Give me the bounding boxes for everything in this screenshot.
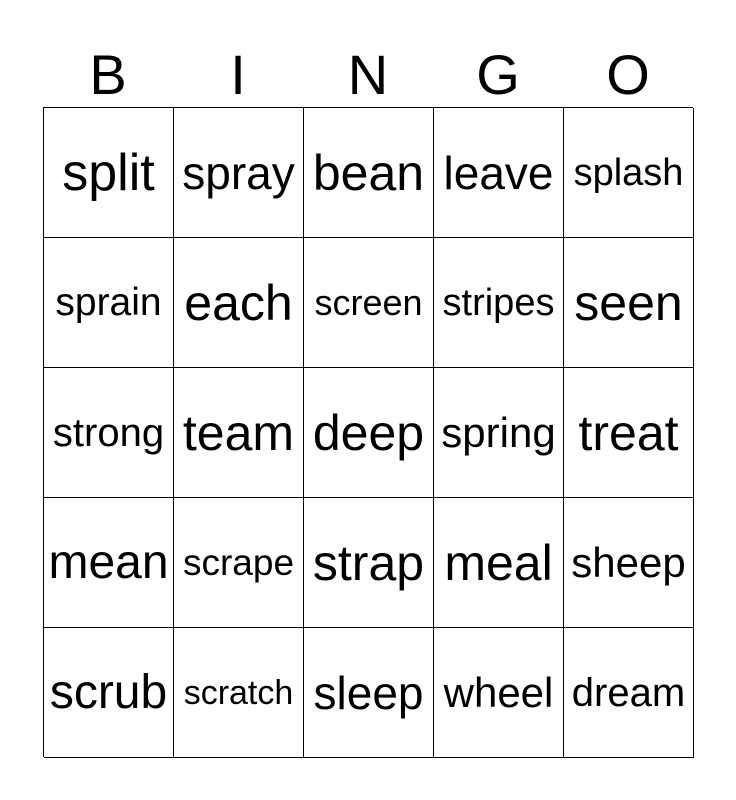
header-letter-o: O: [606, 43, 650, 106]
bingo-cell[interactable]: [44, 108, 174, 238]
bingo-cell[interactable]: [174, 368, 304, 498]
cell-word: bean: [312, 144, 425, 201]
cell-word: sprain: [55, 281, 162, 324]
bingo-cell[interactable]: [44, 368, 174, 498]
bingo-cell[interactable]: [564, 108, 694, 238]
header-letter-b: B: [89, 43, 127, 106]
cell-word: leave: [443, 146, 554, 199]
cell-word: spray: [182, 146, 295, 199]
bingo-cell[interactable]: [44, 628, 174, 758]
bingo-cell[interactable]: [434, 498, 564, 628]
header-letter-i: I: [230, 43, 246, 106]
cell-word: stripes: [442, 281, 555, 324]
cell-word: each: [184, 274, 293, 331]
bingo-cell[interactable]: [564, 368, 694, 498]
bingo-cell[interactable]: [174, 628, 304, 758]
cell-word: spring: [441, 408, 556, 456]
bingo-cell[interactable]: [174, 238, 304, 368]
cell-word: deep: [312, 404, 425, 461]
cell-word: team: [182, 404, 295, 461]
cell-word: meal: [444, 534, 553, 591]
bingo-cell[interactable]: [564, 498, 694, 628]
cell-word: wheel: [443, 668, 554, 716]
bingo-cell[interactable]: [304, 628, 434, 758]
bingo-cell[interactable]: [434, 368, 564, 498]
cell-word: strap: [312, 534, 425, 591]
bingo-cell[interactable]: [304, 108, 434, 238]
bingo-cell[interactable]: [564, 628, 694, 758]
bingo-cell[interactable]: [434, 108, 564, 238]
cell-word: splash: [573, 151, 684, 194]
cell-word: scrub: [49, 665, 168, 719]
bingo-cell[interactable]: [174, 108, 304, 238]
bingo-cell[interactable]: [434, 628, 564, 758]
cell-word: sleep: [313, 666, 424, 719]
header-letter-g: G: [476, 43, 520, 106]
bingo-cell[interactable]: [564, 238, 694, 368]
cell-word: mean: [48, 535, 169, 589]
cell-word: seen: [574, 274, 683, 331]
bingo-cell[interactable]: [434, 238, 564, 368]
cell-word: dream: [571, 670, 686, 715]
bingo-cell[interactable]: [44, 238, 174, 368]
cell-word: sheep: [571, 538, 686, 586]
header-letter-n: N: [347, 43, 389, 106]
bingo-cell[interactable]: [304, 238, 434, 368]
bingo-cell[interactable]: [174, 498, 304, 628]
cell-word: strong: [52, 410, 165, 455]
cell-word: split: [62, 143, 155, 202]
bingo-cell[interactable]: [304, 368, 434, 498]
bingo-header: [43, 42, 693, 108]
cell-word: scrape: [182, 542, 295, 583]
cell-word: treat: [578, 404, 679, 461]
bingo-cell[interactable]: [44, 498, 174, 628]
bingo-grid: [43, 107, 693, 757]
cell-word: scratch: [183, 673, 294, 712]
bingo-cell[interactable]: [304, 498, 434, 628]
cell-word: screen: [314, 281, 423, 323]
